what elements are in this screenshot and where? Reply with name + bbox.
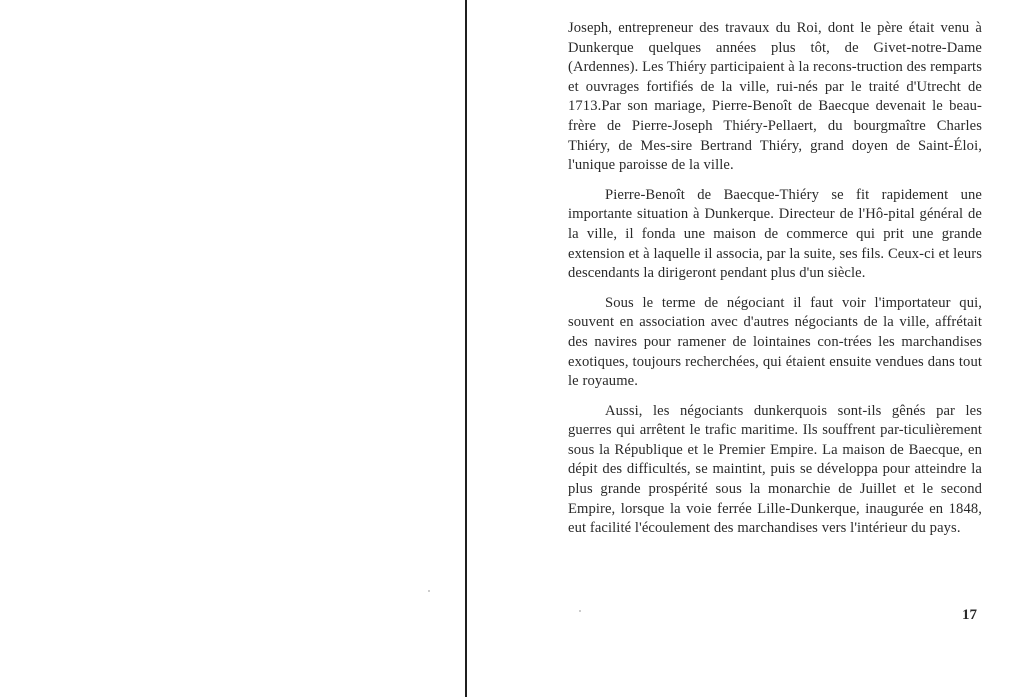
paragraph-4: Aussi, les négociants dunkerquois sont-ils gênés par les guerres qui arrêtent le trafic maritime. Ils souffrent par-ticulièrement sous la République et le Premier Empire. La maison de Baecque, en dépit des difficultés, se maintint, puis se développa pour atteindre la plus grande prospérité sous la monarchie de Juillet et le second Empire, lorsque la voie ferrée Lille-Dunkerque, inaugurée en 1848, eut facilité l'écoulement des marchandises vers l'intérieur du pays. [568,402,982,537]
right-page [467,0,1024,697]
page-text [568,19,982,549]
page-number: 17 [962,607,977,623]
paragraph-1: Joseph, entrepreneur des travaux du Roi, dont le père était venu à Dunkerque quelques années plus tôt, de Givet-notre-Dame (Ardennes). Les Thiéry participaient à la recons-truction des remparts et ouvrages fortifiés de la ville, rui-nés par le traité d'Utrecht de 1713.Par son mariage, Pierre-Benoît de Baecque devenait le beau-frère de Pierre-Joseph Thiéry-Pellaert, du bourgmaître Charles Thiéry, de Mes-sire Bertrand Thiéry, grand doyen de Saint-Éloi, l'unique paroisse de la ville. [568,20,982,174]
left-blank-page [0,0,465,697]
paper-speck [579,610,581,612]
paragraph-3: Sous le terme de négociant il faut voir l'importateur qui, souvent en association avec d'autres négociants de la ville, affrétait des navires pour ramener de lointaines con-trées les marchandises exotiques, toujours recherchées, qui étaient ensuite vendues dans tout le royaume. [568,294,982,390]
paper-speck [428,590,430,592]
paragraph-2: Pierre-Benoît de Baecque-Thiéry se fit rapidement une importante situation à Dunkerque. Directeur de l'Hô-pital général de la ville, il fonda une maison de commerce qui prit une grande extension et à laquelle il associa, par la suite, ses fils. Ceux-ci et leurs descendants la dirigeront pendant plus d'un siècle. [568,186,982,282]
